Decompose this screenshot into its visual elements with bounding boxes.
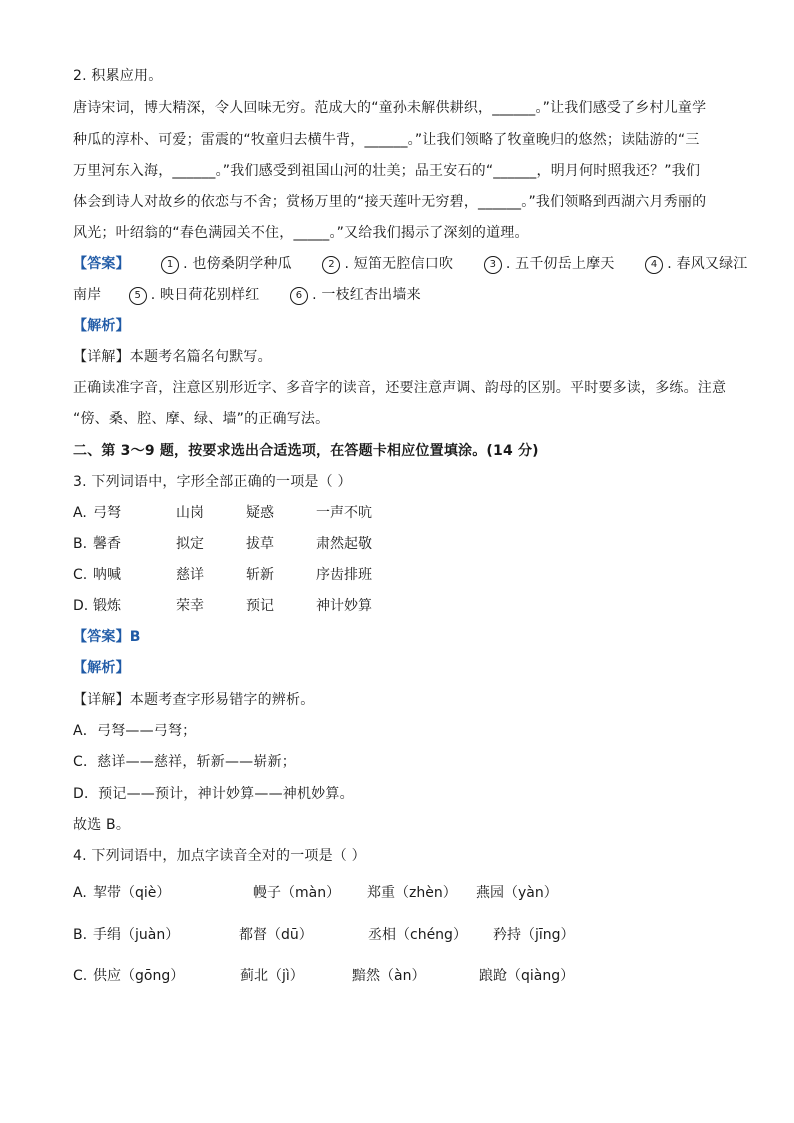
explain-line: C．慈详——慈祥，斩新——崭新； — [73, 754, 296, 770]
answer-item: 4 . 春风又绿江 — [645, 254, 747, 274]
q2-text-line: 唐诗宋词，博大精深，令人回味无穷。范成大的“童孙未解供耕织，______。”让我们感受了乡村儿童学 — [73, 100, 707, 116]
answer-item: 6 . 一枝红杏出墙来 — [290, 285, 421, 305]
q4-title: 4. 下列词语中，加点字读音全对的一项是（ ） — [73, 848, 366, 864]
analysis-tag: 【解析】 — [73, 318, 130, 334]
circled-number: 4 — [645, 256, 663, 274]
q2-answer-line-2: 南岸 5 . 映日荷花别样红 6 . 一枝红杏出墙来 — [73, 287, 421, 303]
answer-tag: 【答案】B — [73, 629, 141, 645]
circled-number: 6 — [290, 287, 308, 305]
answer-item: 3 . 五千仞岳上摩天 — [484, 254, 615, 274]
circled-number: 1 — [161, 256, 179, 274]
explain-line: D．预记——预计，神计妙算——神机妙算。 — [73, 786, 354, 802]
answer-item: 1 . 也傍桑阴学种瓜 — [161, 254, 292, 274]
q3-title: 3. 下列词语中，字形全部正确的一项是（ ） — [73, 474, 352, 490]
q2-text-line: 风光；叶绍翁的“春色满园关不住，_____。”又给我们揭示了深刻的道理。 — [73, 225, 529, 241]
explain-line: A．弓弩——弓弩； — [73, 723, 197, 739]
explain-line: 故选 B。 — [73, 817, 131, 833]
circled-number: 5 — [129, 287, 147, 305]
answer-tag: 【答案】 — [73, 256, 130, 272]
analysis-tag: 【解析】 — [73, 660, 130, 676]
detail-text: 【详解】本题考查字形易错字的辨析。 — [73, 692, 315, 708]
detail-text: “傍、桑、腔、摩、绿、墙”的正确写法。 — [73, 411, 330, 427]
detail-text: 【详解】本题考名篇名句默写。 — [73, 349, 272, 365]
answer-item: 2 . 短笛无腔信口吹 — [322, 254, 453, 274]
section-heading: 二、第 3～9 题，按要求选出合适选项，在答题卡相应位置填涂。(14 分) — [73, 443, 539, 459]
circled-number: 3 — [484, 256, 502, 274]
detail-text: 正确读准字音，注意区别形近字、多音字的读音，还要注意声调、韵母的区别。平时要多读，多练。注意 — [73, 380, 727, 396]
circled-number: 2 — [322, 256, 340, 274]
q2-text-line: 万里河东入海，______。”我们感受到祖国山河的壮美；品王安石的“______，明月何时照我还？”我们 — [73, 163, 701, 179]
answer-item: 5 . 映日荷花别样红 — [129, 285, 260, 305]
q2-answer-line — [73, 254, 748, 274]
q2-text-line: 体会到诗人对故乡的依恋与不舍；赏杨万里的“接天莲叶无穷碧，______。”我们领略到西湖六月秀丽的 — [73, 194, 707, 210]
document-page: 2. 积累应用。 唐诗宋词，博大精深，令人回味无穷。范成大的“童孙未解供耕织，______。”让我们感受了乡村儿童学 种瓜的淳朴、可爱；雷震的“牧童归去横牛背，______。”让我们领略了牧童晚归的悠然；读陆游的“三 万里河东入海，______。”我们感受到祖国山河的壮美；品王安石的“______，明月何时照我还？”我们 体会到诗人对故乡的依恋与不舍；赏杨万里的“接天莲叶无穷碧，______。”我们领略到西湖六月秀丽的 风光；叶绍翁的“春色满园关不住，_____。”又给我们揭示了深刻的道理。 【答案】 1 . 也傍桑阴学种瓜 2 . 短笛无腔信口吹 3 . 五千仞岳上摩天 4 . 春风又绿江 南岸 5 . 映日荷花别样红 6 . 一枝红杏出墙来 【解析】 【详解】本题考名篇名句默写。 正确读准字音，注意区别形近字、多音字的读音，还要注意声调、韵母的区别。平时要多读，多练。注意 “傍、桑、腔、摩、绿、墙”的正确写法。 二、第 3～9 题，按要求选出合适选项，在答题卡相应位置填涂。(14 分) 3. 下列词语中，字形全部正确的一项是（ ） A. 弓弩 山岗 疑惑 一声不吭 B. 馨香 拟定 拔草 肃然起敬 C. 呐喊 慈详 斩新 序齿排班 D. 锻炼 荣幸 预记 神计妙算 【答案】B 【解析】 【详解】本题考查字形易错字的辨析。 A．弓弩——弓弩； C．慈详——慈祥，斩新——崭新； D．预记——预计，神计妙算——神机妙算。 故选 B。 4. 下列词语中，加点字读音全对的一项是（ ） A. 挈带（qiè） 幔子（màn） 郑重（zhèn） 燕园（yàn） B. 手绢（juàn） 都督（dū） 丞相（chéng） 矜持（jīng） C. 供应（gōng） 蓟北（jì） 黯然（àn） 踉跄（qiàng） — [73, 68, 748, 984]
q2-title: 2. 积累应用。 — [73, 68, 163, 84]
q2-text-line: 种瓜的淳朴、可爱；雷震的“牧童归去横牛背，______。”让我们领略了牧童晚归的悠然；读陆游的“三 — [73, 132, 700, 148]
